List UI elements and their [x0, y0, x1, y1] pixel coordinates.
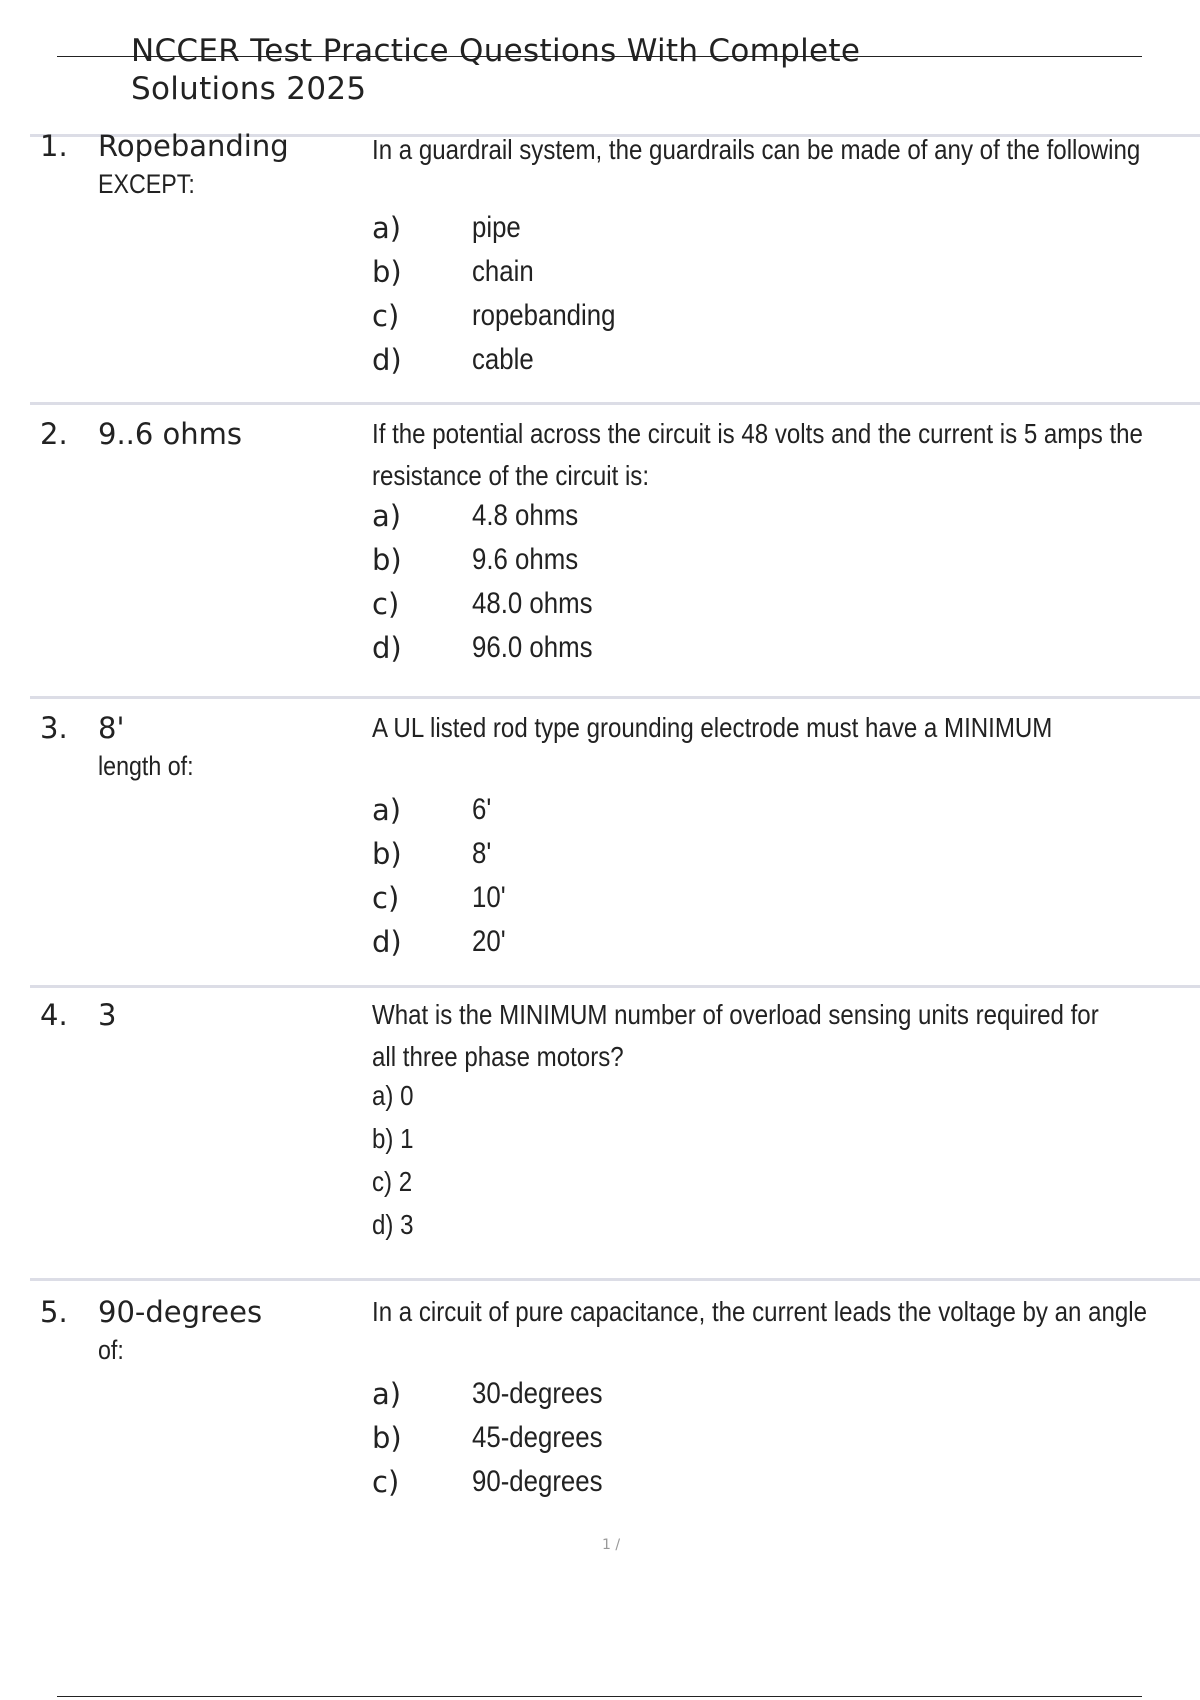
question-3	[30, 696, 1200, 989]
question-number: 5.	[40, 1295, 68, 1329]
document-title	[131, 32, 860, 108]
question-text: In a guardrail system, the guardrails can be made of any of the following	[372, 134, 1141, 165]
document-header	[0, 0, 1200, 130]
option-b: b) 1	[372, 1123, 414, 1154]
question-text-line-1: What is the MINIMUM number of overload sensing units required for	[372, 999, 1099, 1030]
page-number: 1 /	[602, 1537, 621, 1553]
option-letter: c)	[372, 881, 400, 915]
question-answer: 3	[98, 998, 117, 1032]
question-text: A UL listed rod type grounding electrode must have a MINIMUM	[372, 712, 1053, 743]
option-letter: a)	[372, 1377, 402, 1411]
option-text: 96.0 ohms	[472, 631, 593, 664]
option-c: c) 2	[372, 1166, 413, 1197]
question-text-line-2: resistance of the circuit is:	[372, 460, 650, 491]
question-number: 2.	[40, 417, 68, 451]
option-d: d) 3	[372, 1209, 414, 1240]
title-line-1: NCCER Test Practice Questions With Complete	[131, 33, 861, 69]
option-letter: c)	[372, 299, 400, 333]
question-2	[30, 402, 1200, 695]
option-text: cable	[472, 343, 534, 376]
option-letter: b)	[372, 837, 402, 871]
option-letter: b)	[372, 255, 402, 289]
option-text: 10'	[472, 881, 506, 914]
option-text: 8'	[472, 837, 492, 870]
option-text: 45-degrees	[472, 1421, 603, 1454]
option-letter: d)	[372, 631, 402, 665]
option-text: 30-degrees	[472, 1377, 603, 1410]
question-1	[30, 129, 1200, 407]
option-letter: c)	[372, 1465, 400, 1499]
question-answer: 8'	[98, 711, 125, 745]
option-letter: a)	[372, 499, 402, 533]
question-5	[30, 1278, 1200, 1521]
options-list	[372, 1080, 420, 1252]
option-letter: d)	[372, 925, 402, 959]
question-text	[372, 994, 1099, 1078]
option-text: 48.0 ohms	[472, 587, 593, 620]
option-text: 20'	[472, 925, 506, 958]
question-text-tail: EXCEPT:	[98, 169, 195, 199]
question-4	[30, 985, 1200, 1278]
question-text-line-2: all three phase motors?	[372, 1041, 624, 1072]
option-text: 9.6 ohms	[472, 543, 579, 576]
option-text: 6'	[472, 793, 492, 826]
option-letter: d)	[372, 343, 402, 377]
question-text-line-1: If the potential across the circuit is 48 volts and the current is 5 amps the	[372, 418, 1143, 449]
option-letter: b)	[372, 543, 402, 577]
question-number: 4.	[40, 998, 68, 1032]
option-a: a) 0	[372, 1080, 414, 1111]
option-text: chain	[472, 255, 534, 288]
option-letter: c)	[372, 587, 400, 621]
question-answer: 90-degrees	[98, 1295, 263, 1329]
title-line-2: Solutions 2025	[131, 71, 367, 107]
footer-rule	[57, 1696, 1142, 1697]
question-number: 3.	[40, 711, 68, 745]
option-text: pipe	[472, 211, 521, 244]
question-number: 1.	[40, 129, 68, 163]
question-text-tail: of:	[98, 1335, 124, 1365]
question-answer: 9..6 ohms	[98, 417, 243, 451]
option-letter: b)	[372, 1421, 402, 1455]
question-text: In a circuit of pure capacitance, the current leads the voltage by an angle	[372, 1296, 1148, 1327]
option-text: ropebanding	[472, 299, 616, 332]
question-answer: Ropebanding	[98, 129, 289, 163]
option-text: 4.8 ohms	[472, 499, 579, 532]
option-letter: a)	[372, 211, 402, 245]
question-text-tail: length of:	[98, 751, 194, 781]
option-text: 90-degrees	[472, 1465, 603, 1498]
option-letter: a)	[372, 793, 402, 827]
question-text	[372, 413, 1143, 497]
